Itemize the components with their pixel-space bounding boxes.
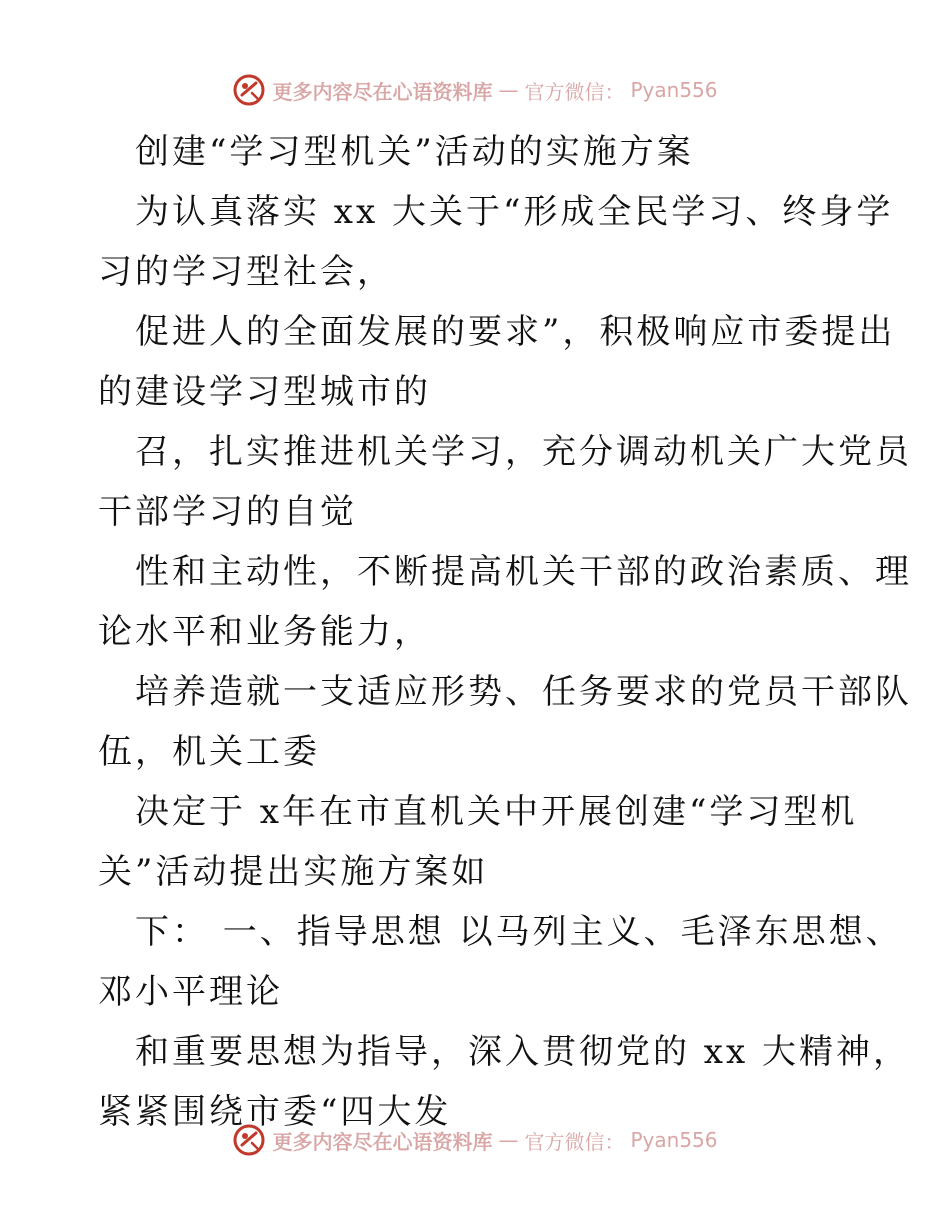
paragraph-line: 习的学习型社会， bbox=[98, 252, 394, 292]
paragraph-line: 下： 一、指导思想 以马列主义、毛泽东思想、 bbox=[135, 912, 903, 952]
paragraph-line: 决定于 x年在市直机关中开展创建“学习型机 bbox=[135, 792, 858, 832]
paragraph-line: 邓小平理论 bbox=[98, 972, 283, 1012]
header-watermark bbox=[0, 70, 950, 110]
document-title: 创建“学习型机关”活动的实施方案 bbox=[135, 132, 694, 172]
brand-logo-icon bbox=[232, 73, 266, 107]
paragraph-line: 培养造就一支适应形势、任务要求的党员干部队 bbox=[135, 672, 912, 712]
watermark-wechat-label: 官方微信： bbox=[524, 1129, 625, 1154]
paragraph-line: 伍，机关工委 bbox=[98, 732, 320, 772]
paragraph-line: 为认真落实 xx 大关于“形成全民学习、终身学 bbox=[135, 192, 894, 232]
document-body bbox=[98, 122, 912, 1142]
paragraph-line: 论水平和业务能力， bbox=[98, 612, 431, 652]
brand-logo-icon bbox=[232, 1123, 266, 1157]
watermark-separator: — bbox=[498, 78, 519, 102]
watermark-brand: 更多内容尽在心语资料库 bbox=[272, 1129, 493, 1154]
paragraph-line: 和重要思想为指导，深入贯彻党的 xx 大精神， bbox=[135, 1032, 910, 1072]
paragraph-line: 紧紧围绕市委“四大发 bbox=[98, 1092, 452, 1132]
paragraph-line: 促进人的全面发展的要求”，积极响应市委提出 bbox=[135, 312, 896, 352]
paragraph-line: 关”活动提出实施方案如 bbox=[98, 852, 489, 892]
watermark-wechat-id: Pyan556 bbox=[630, 78, 718, 102]
watermark-wechat-id: Pyan556 bbox=[630, 1128, 718, 1152]
watermark-separator: — bbox=[498, 1128, 519, 1152]
paragraph-line: 的建设学习型城市的 bbox=[98, 372, 431, 412]
paragraph-line: 性和主动性，不断提高机关干部的政治素质、理 bbox=[135, 552, 912, 592]
watermark-brand: 更多内容尽在心语资料库 bbox=[272, 79, 493, 104]
paragraph-line: 召，扎实推进机关学习，充分调动机关广大党员 bbox=[135, 432, 912, 472]
paragraph-line: 干部学习的自觉 bbox=[98, 492, 357, 532]
watermark-wechat-label: 官方微信： bbox=[524, 79, 625, 104]
footer-watermark bbox=[0, 1120, 950, 1160]
